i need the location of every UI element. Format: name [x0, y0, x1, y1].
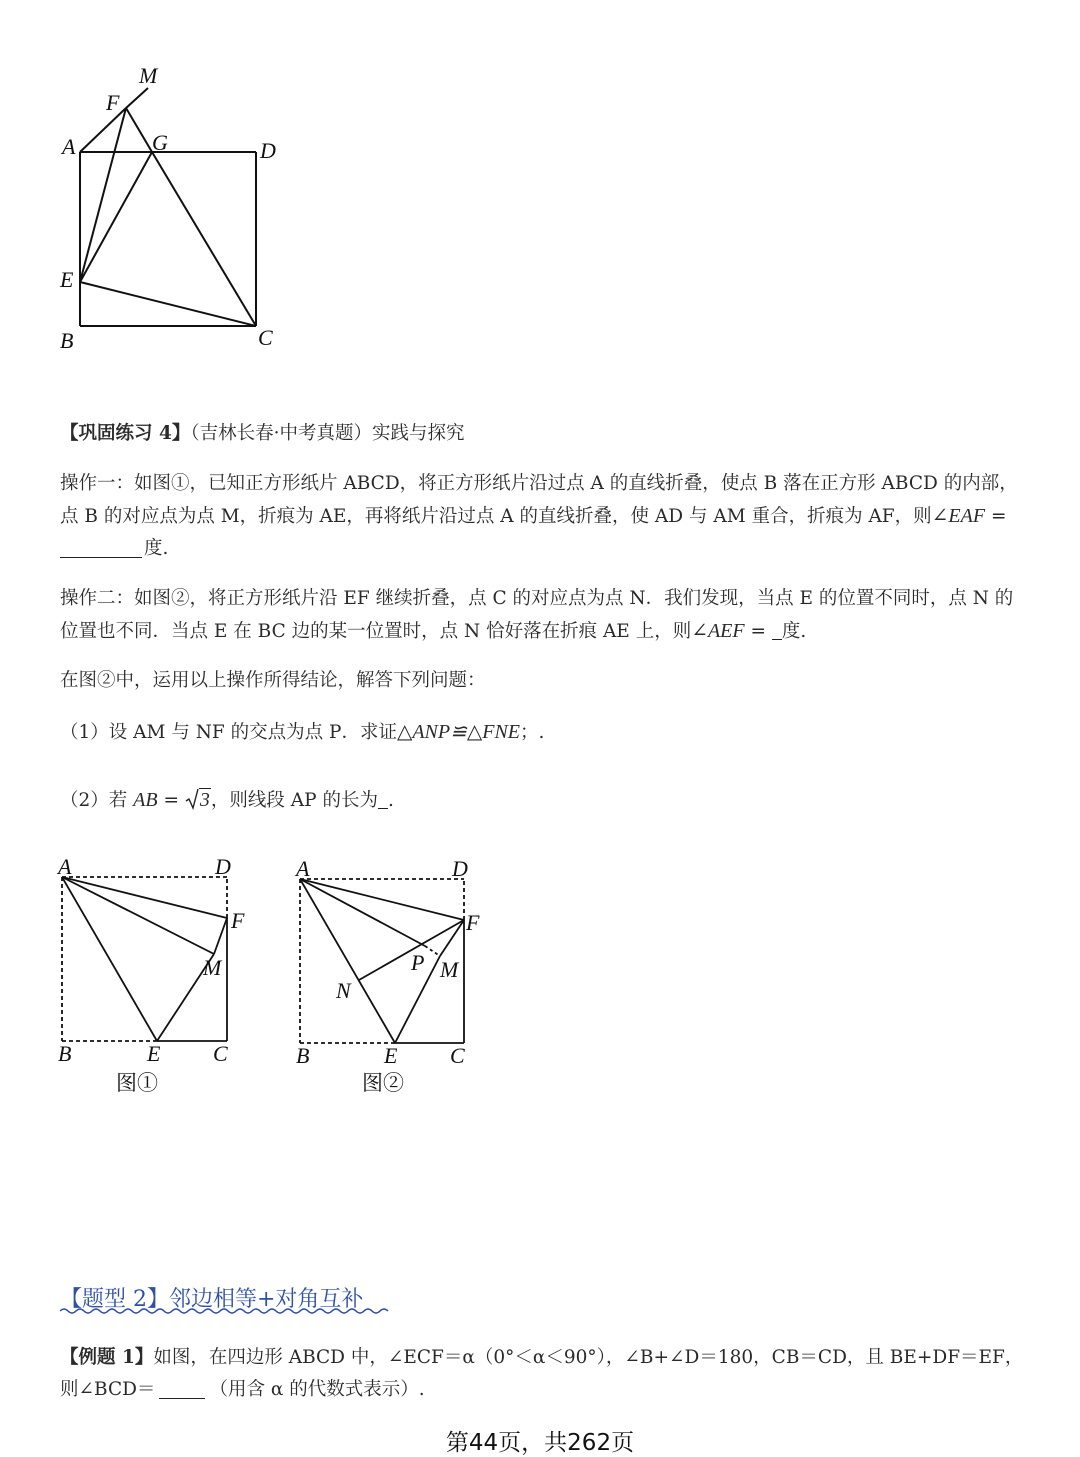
label-a: A [62, 134, 76, 159]
label-m: M [139, 63, 158, 88]
label-c: C [258, 325, 273, 350]
fig1-label-e: E [147, 1041, 161, 1066]
question-1 [60, 716, 1025, 749]
example-1 [60, 1342, 1025, 1406]
fig1-label-c: C [213, 1041, 228, 1066]
operation-2-end: 度. [781, 621, 807, 642]
question-2 [60, 784, 1025, 817]
fig2-label-f: F [466, 910, 480, 935]
exercise-4-tag: 【巩固练习 4】 [60, 423, 191, 444]
example-1-text: 如图，在四边形 ABCD 中，∠ECF＝α（0°＜α＜90°），∠B+∠D＝180，CB＝CD，且 BE+DF＝EF，则∠BCD＝ [60, 1347, 1024, 1400]
operation-1-angle: ∠EAF [931, 505, 986, 527]
exercise-4-source: （吉林长春·中考真题）实践与探究 [190, 423, 465, 444]
question-2-lhs: AB [133, 789, 158, 811]
section-heading: 【题型 2】邻边相等+对角互补 [60, 1287, 364, 1312]
label-d: D [260, 138, 276, 163]
figure-1 [50, 850, 260, 1100]
page-footer: 第44页，共262页 [445, 1430, 635, 1456]
answer-blank-1[interactable] [60, 537, 142, 558]
fig2-label-e: E [384, 1043, 398, 1068]
fig2-label-d: D [452, 856, 468, 881]
example-1-tag: 【例题 1】 [60, 1347, 154, 1368]
question-2-end: . [387, 790, 394, 811]
segment-mf [214, 918, 227, 954]
fig1-label-m: M [203, 955, 222, 980]
fig2-label-m: M [440, 957, 459, 982]
operation-2-text: 操作二：如图②，将正方形纸片沿 EF 继续折叠，点 C 的对应点为点 N．我们发现，当点 E 的位置不同时，点 N 的位置也不同．当点 E 在 BC 边的某一位置时，点 N 恰好落在折痕 AE 上，则 [60, 588, 1014, 642]
segment-fm [126, 88, 148, 108]
label-e: E [60, 267, 74, 292]
segment-mf [440, 920, 464, 956]
fig2-label-b: B [296, 1043, 310, 1068]
fig1-label-a: A [58, 854, 72, 879]
fig2-label-n: N [336, 978, 351, 1003]
segment-ge [80, 152, 152, 282]
label-f: F [106, 90, 120, 115]
operation-2 [60, 583, 1025, 648]
question-2-eq: = [157, 790, 185, 811]
sqrt-expression [185, 784, 211, 817]
operation-2-eq: = [744, 621, 772, 642]
segment-fe [80, 108, 126, 282]
fig1-caption: 图① [116, 1071, 158, 1095]
answer-blank-2[interactable] [772, 621, 782, 640]
exercise-4-title [60, 418, 1025, 450]
question-2-prefix: （2）若 [60, 790, 128, 811]
question-1-math: △ANP≌△FNE [396, 721, 521, 743]
question-1-end: ；. [520, 722, 545, 743]
operation-1-text: 操作一：如图①，已知正方形纸片 ABCD，将正方形纸片沿过点 A 的直线折叠，使点 B 落在正方形 ABCD 的内部，点 B 的对应点为点 M，折痕为 AE，再将纸片沿过点 A 的直线折叠，使 AD 与 AM 重合，折痕为 AF，则 [60, 473, 1018, 527]
operation-1 [60, 468, 1025, 565]
fig1-label-d: D [215, 854, 231, 879]
context-line: 在图②中，运用以上操作所得结论，解答下列问题： [60, 670, 486, 691]
segment-fg [126, 108, 152, 152]
figure-2 [290, 850, 500, 1100]
label-g: G [152, 130, 168, 155]
question-1-text: （1）设 AM 与 NF 的交点为点 P．求证 [60, 722, 397, 743]
heading-underline [60, 1307, 390, 1315]
fig2-label-c: C [450, 1043, 465, 1068]
figure-top-square [50, 55, 300, 365]
answer-blank-3[interactable] [378, 790, 388, 809]
fig2-label-a: A [296, 856, 310, 881]
example-1-suffix: （用含 α 的代数式表示）. [209, 1379, 425, 1400]
segment-ec [80, 282, 256, 326]
segment-af [62, 877, 227, 918]
fig1-label-b: B [58, 1041, 72, 1066]
question-2-suffix: ，则线段 AP 的长为 [210, 790, 378, 811]
answer-blank-4[interactable] [159, 1378, 205, 1399]
sqrt-radicand: 3 [199, 789, 210, 811]
segment-af [300, 879, 464, 920]
label-b: B [60, 328, 74, 353]
segment-gc [152, 152, 256, 326]
fig1-label-f: F [231, 908, 245, 933]
operation-1-end: 度. [144, 538, 169, 559]
fig2-label-p: P [411, 950, 425, 975]
operation-2-angle: ∠AEF [691, 620, 745, 642]
dashed-pm [425, 946, 440, 956]
sqrt-sign-icon [185, 788, 199, 810]
fig2-caption: 图② [362, 1071, 404, 1095]
operation-1-eq: = [985, 506, 1007, 527]
